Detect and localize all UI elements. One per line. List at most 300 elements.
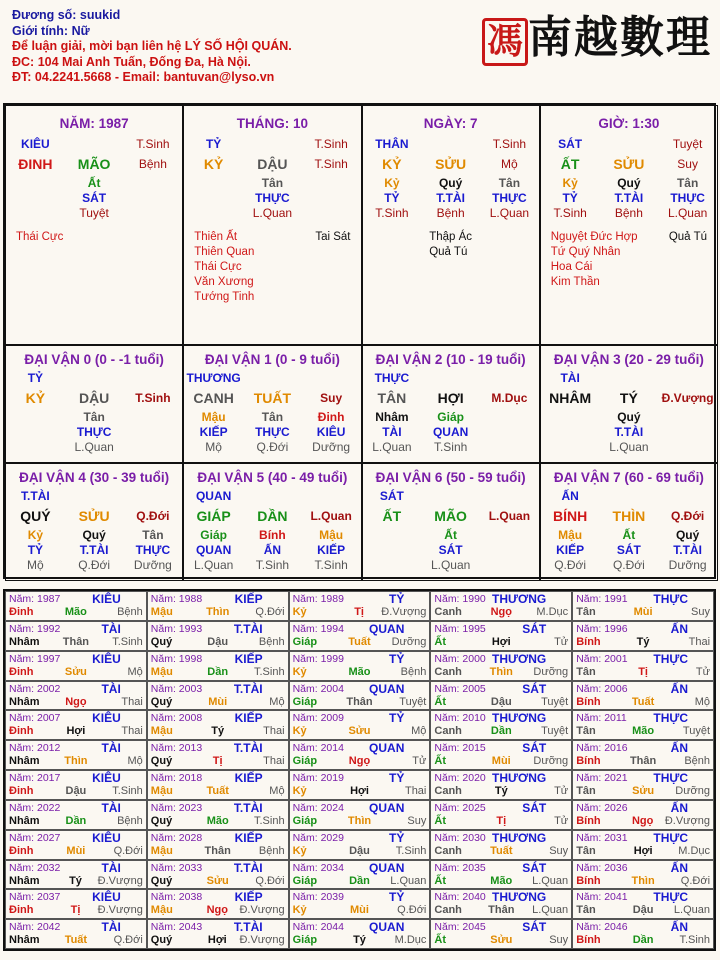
year-line1 <box>576 742 710 755</box>
spacer <box>302 489 360 504</box>
year-line1 <box>293 712 427 725</box>
hidden-cell <box>659 410 717 425</box>
year-stage: Mộ <box>694 695 711 708</box>
year-branch: Ngọ <box>490 606 512 618</box>
hidden-row <box>541 440 717 455</box>
earthly-branch: TÝ <box>619 390 638 406</box>
year-branch: Tị <box>496 814 507 827</box>
year-stem: Mậu <box>150 725 173 738</box>
year-cell <box>430 710 572 740</box>
year-stem: Nhâm <box>9 934 40 947</box>
ten-god: QUAN <box>369 860 405 875</box>
hidden-cell: Quý <box>675 528 700 542</box>
year-line2 <box>576 725 710 738</box>
year-label: Năm: 1987 <box>9 593 61 605</box>
hidden-cell: T.TÀI <box>614 191 644 205</box>
year-cell <box>572 770 714 800</box>
year-line1 <box>151 921 285 934</box>
year-label: Năm: 2036 <box>576 861 628 874</box>
year-branch: Mùi <box>350 904 369 917</box>
hidden-cell: Tân <box>261 410 284 424</box>
year-branch: Sửu <box>64 665 87 678</box>
ten-god: SÁT <box>379 489 404 503</box>
ten-god: TỶ <box>389 592 405 606</box>
ten-god: THỰC <box>374 371 410 385</box>
year-line1 <box>576 921 710 934</box>
hidden-row <box>363 558 539 573</box>
year-line1 <box>293 832 427 845</box>
year-stage: Mộ <box>127 755 143 768</box>
year-line1 <box>293 891 427 904</box>
hidden-cell: T.Sinh <box>375 206 409 220</box>
spacer <box>422 371 480 386</box>
year-stem: Tân <box>576 725 596 738</box>
hidden-cell <box>541 410 599 425</box>
year-cell <box>289 800 431 830</box>
hidden-cell: L.Quan <box>667 206 708 220</box>
year-branch: Tý <box>69 874 82 887</box>
year-label: Năm: 2032 <box>9 861 61 874</box>
year-branch: Mão <box>490 874 513 887</box>
year-line2 <box>434 875 568 888</box>
earthly-branch: SỬU <box>78 508 110 524</box>
year-branch: Thân <box>346 695 373 708</box>
year-cell <box>5 860 147 890</box>
hidden-cell: Kỷ <box>27 528 44 542</box>
year-stem: Bính <box>576 874 601 887</box>
hidden-row <box>541 176 717 191</box>
year-stage: Bệnh <box>117 606 143 618</box>
year-cell <box>147 800 289 830</box>
year-stage: Bệnh <box>258 844 285 857</box>
year-label: Năm: 2013 <box>150 742 203 755</box>
year-stage: Thai <box>121 695 143 708</box>
ten-god: TỶ <box>389 890 405 905</box>
star-name: Thái Cực <box>16 231 64 243</box>
year-line1 <box>151 891 285 904</box>
pillar-cell <box>183 105 361 345</box>
year-branch: Thân <box>204 844 231 857</box>
heavenly-stem: BÍNH <box>553 508 588 524</box>
year-branch: Tuất <box>206 785 229 797</box>
year-stage: Tuyệt <box>682 725 711 738</box>
year-line2 <box>434 636 568 649</box>
hidden-cell <box>480 425 538 440</box>
year-cell <box>5 770 147 800</box>
hidden-cell <box>541 440 599 455</box>
stem-branch-row <box>541 388 717 408</box>
year-cell <box>430 621 572 651</box>
ten-god: THÂN <box>375 137 409 151</box>
stem-branch-row <box>6 506 182 526</box>
stem-branch-row <box>363 388 539 408</box>
year-stem: Đinh <box>9 844 34 857</box>
stage: Tuyệt <box>672 137 703 151</box>
year-branch: Mùi <box>491 755 511 768</box>
year-label: Năm: 2045 <box>434 921 486 934</box>
year-stage: L.Quan <box>532 904 569 917</box>
year-cell <box>430 919 572 949</box>
year-label: Năm: 2028 <box>150 831 203 844</box>
year-stage: Đ.Vượng <box>664 814 710 827</box>
year-stage: Tử <box>554 785 569 797</box>
hidden-cell: THỰC <box>492 191 527 205</box>
year-stage: Đ.Vượng <box>97 904 143 917</box>
hidden-row <box>363 425 539 440</box>
stars-good <box>16 230 63 245</box>
star-row <box>363 137 539 152</box>
year-branch: Ngọ <box>65 695 87 708</box>
heavenly-stem: KỶ <box>203 156 224 172</box>
spacer <box>659 489 717 504</box>
year-stage: Mộ <box>269 785 285 797</box>
year-label: Năm: 2029 <box>292 831 344 844</box>
year-cell <box>5 800 147 830</box>
year-line2 <box>151 845 285 858</box>
year-line1 <box>151 683 285 696</box>
hidden-cell: Mậu <box>558 528 583 542</box>
year-line2 <box>293 606 427 619</box>
hidden-cell: Ất <box>87 176 101 190</box>
year-branch: Mão <box>64 606 87 618</box>
ten-god: KIẾP <box>234 711 263 726</box>
ten-god: THỰC <box>653 651 688 666</box>
year-cell <box>572 889 714 919</box>
year-label: Năm: 2016 <box>576 742 628 755</box>
hidden-cell: Kỷ <box>562 176 578 190</box>
year-cell <box>430 889 572 919</box>
hidden-cell: ẤN <box>263 543 282 557</box>
hidden-row <box>6 191 182 206</box>
year-cell <box>289 681 431 711</box>
spacer <box>65 137 123 152</box>
life-stage: L.Quan <box>488 509 531 523</box>
hidden-cell: SÁT <box>616 543 641 557</box>
year-line2 <box>151 666 285 679</box>
star-row <box>6 137 182 152</box>
hidden-cell: Dưỡng <box>668 558 707 572</box>
pillar-cell <box>362 105 540 345</box>
year-branch: Mùi <box>633 606 653 618</box>
ten-god: THƯƠNG <box>186 371 241 385</box>
year-line2 <box>9 904 143 917</box>
year-label: Năm: 2001 <box>576 652 628 665</box>
year-stage: Bệnh <box>117 814 143 827</box>
ten-god: THỰC <box>653 592 688 606</box>
ten-god: THƯƠNG <box>492 592 547 606</box>
hidden-cell: TỶ <box>384 191 400 205</box>
year-line2 <box>576 666 710 679</box>
year-stage: Dưỡng <box>533 755 569 768</box>
life-stage: T.Sinh <box>135 391 171 405</box>
hidden-row <box>363 191 539 206</box>
year-branch: Tý <box>494 785 508 797</box>
hidden-row <box>363 543 539 558</box>
hidden-row <box>363 528 539 543</box>
year-cell <box>430 651 572 681</box>
ten-god: SÁT <box>522 621 547 636</box>
year-stem: Bính <box>576 635 601 648</box>
year-stem: Nhâm <box>9 755 40 768</box>
year-cell <box>5 651 147 681</box>
year-stage: Thai <box>263 755 285 768</box>
year-label: Năm: 2019 <box>292 772 344 784</box>
hidden-cell: Tân <box>498 176 521 190</box>
year-line2 <box>434 815 568 828</box>
dai-van-title: ĐẠI VẬN 7 (60 - 69 tuổi) <box>553 470 704 485</box>
ten-god: KIẾP <box>234 890 263 905</box>
hidden-cell: Tân <box>83 410 105 424</box>
hidden-cell <box>363 528 421 543</box>
year-branch: Dần <box>65 814 87 827</box>
year-stem: Ất <box>434 934 446 947</box>
header <box>12 8 292 86</box>
stars-bad <box>315 230 350 305</box>
year-branch: Tý <box>353 934 366 947</box>
year-line1 <box>9 862 143 875</box>
pillar-title: NGÀY: 7 <box>423 116 478 131</box>
year-line1 <box>9 742 143 755</box>
year-label: Năm: 2041 <box>576 891 628 904</box>
pillar-title: NĂM: 1987 <box>59 116 129 131</box>
year-stage: Dưỡng <box>533 665 569 678</box>
earthly-branch: DẦN <box>257 508 288 524</box>
hidden-cell: KIẾP <box>317 543 346 557</box>
year-stage: T.Sinh <box>254 814 285 827</box>
year-line2 <box>293 725 427 738</box>
year-stem: Canh <box>434 844 462 857</box>
ten-god: TÀI <box>101 681 121 696</box>
year-stem: Kỷ <box>292 725 307 738</box>
ten-god: TÀI <box>101 920 121 935</box>
year-line2 <box>9 636 143 649</box>
year-stage: Suy <box>549 844 569 857</box>
year-stage: Tuyệt <box>541 695 569 708</box>
year-label: Năm: 1996 <box>576 622 628 635</box>
year-stem: Đinh <box>9 665 34 678</box>
year-line2 <box>9 934 143 947</box>
special-stars <box>184 230 360 305</box>
year-stem: Giáp <box>292 874 318 887</box>
hidden-cell: Kỷ <box>384 176 400 190</box>
year-stem: Canh <box>434 904 462 917</box>
year-stage: Thai <box>121 725 143 738</box>
year-line1 <box>576 772 710 785</box>
ten-god: THỰC <box>653 890 688 905</box>
year-cell <box>147 651 289 681</box>
year-line1 <box>576 832 710 845</box>
heavenly-stem: ẤT <box>560 156 580 172</box>
ten-god: SÁT <box>522 920 547 935</box>
hidden-cell: L.Quan <box>193 558 234 572</box>
year-branch: Thìn <box>64 755 88 768</box>
year-cell <box>147 710 289 740</box>
ten-god: ẤN <box>670 681 688 696</box>
star-name: Quả Tú <box>668 231 707 243</box>
year-cell <box>5 919 147 949</box>
hidden-cell <box>659 440 717 455</box>
year-line1 <box>293 742 427 755</box>
hidden-cell: THỰC <box>670 191 705 205</box>
hidden-cell: L.Quan <box>372 440 412 454</box>
year-line1 <box>434 921 568 934</box>
year-stem: Quý <box>150 814 173 827</box>
year-stem: Giáp <box>292 635 318 648</box>
phone-email: ĐT: 04.2241.5668 - Email: bantuvan@lyso.vn <box>12 70 275 84</box>
year-stem: Giáp <box>292 934 318 947</box>
hidden-cell: Quý <box>617 176 641 190</box>
year-stem: Giáp <box>292 755 318 768</box>
year-stem: Bính <box>576 695 601 708</box>
hidden-cell: QUAN <box>195 543 232 557</box>
year-stage: Tử <box>412 755 427 768</box>
hidden-cell: T.TÀI <box>79 543 109 557</box>
ten-god: KIÊU <box>92 830 121 845</box>
hidden-cell: T.Sinh <box>553 206 587 220</box>
spacer <box>600 137 658 152</box>
year-label: Năm: 2037 <box>9 891 61 904</box>
hidden-cell: Giáp <box>200 528 227 542</box>
year-cell <box>5 830 147 860</box>
stars-good <box>194 230 254 305</box>
star-name: Nguyệt Đức Hợp <box>550 231 638 243</box>
hidden-cell: Ất <box>622 528 636 542</box>
year-cell <box>147 919 289 949</box>
stars-bad <box>669 230 707 290</box>
stem-branch-row <box>6 388 182 408</box>
year-stem: Mậu <box>150 665 173 678</box>
year-label: Năm: 2043 <box>150 921 203 934</box>
hidden-cell <box>659 425 717 440</box>
year-line2 <box>576 755 710 768</box>
hidden-row <box>184 558 360 573</box>
year-line1 <box>434 653 568 666</box>
hidden-row <box>363 440 539 455</box>
hidden-cell: Tân <box>142 528 164 542</box>
hidden-cell: Mộ <box>205 440 222 454</box>
spacer <box>302 206 360 221</box>
year-line1 <box>434 623 568 636</box>
year-stage: T.Sinh <box>112 785 143 797</box>
life-stage: Q.Đới <box>671 509 705 523</box>
year-label: Năm: 2012 <box>9 742 61 755</box>
year-label: Năm: 1989 <box>292 593 344 605</box>
hidden-row <box>541 558 717 573</box>
year-label: Năm: 2031 <box>576 831 628 844</box>
year-line1 <box>576 712 710 725</box>
stem-branch-row <box>363 154 539 174</box>
hidden-cell: L.Quan <box>609 440 649 454</box>
year-line1 <box>293 921 427 934</box>
year-cell <box>147 889 289 919</box>
year-stage: Tuyệt <box>541 725 569 738</box>
year-stage: Suy <box>691 606 711 618</box>
spacer <box>302 176 360 191</box>
year-label: Năm: 2000 <box>434 652 486 665</box>
year-branch: Tý <box>211 725 225 738</box>
year-line1 <box>9 712 143 725</box>
ten-god: THỰC <box>653 771 688 785</box>
ten-god: KIÊU <box>92 771 121 785</box>
year-branch: Dậu <box>65 785 87 797</box>
ten-god: THƯƠNG <box>492 890 547 905</box>
year-cell <box>572 830 714 860</box>
year-label: Năm: 2003 <box>150 682 203 695</box>
life-stage: T.Sinh <box>314 157 348 171</box>
ten-god: THƯƠNG <box>492 651 547 666</box>
year-branch: Dậu <box>207 635 229 648</box>
year-stem: Nhâm <box>9 874 40 887</box>
spacer <box>480 371 538 386</box>
year-stem: Kỷ <box>292 665 307 678</box>
dai-van-cell <box>183 345 361 463</box>
life-stage: Đ.Vượng <box>661 391 714 405</box>
year-branch: Dậu <box>490 695 512 708</box>
hidden-row <box>184 543 360 558</box>
year-stage: Q.Đới <box>680 874 711 887</box>
year-line1 <box>151 772 285 785</box>
year-line2 <box>434 845 568 858</box>
hidden-row <box>541 191 717 206</box>
spacer <box>243 371 301 386</box>
hidden-row <box>184 528 360 543</box>
ten-god: ẤN <box>670 800 688 815</box>
year-stage: Dưỡng <box>391 635 427 648</box>
year-line2 <box>576 815 710 828</box>
year-label: Năm: 2002 <box>9 682 61 695</box>
year-branch: Tý <box>636 635 650 648</box>
year-line2 <box>576 785 710 798</box>
star-name: Tai Sát <box>315 231 351 243</box>
star-name: Hoa Cái <box>550 261 593 273</box>
year-stage: Q.Đới <box>113 934 143 947</box>
ten-god: TỶ <box>205 137 222 151</box>
year-label: Năm: 1993 <box>150 622 203 635</box>
year-cell <box>147 770 289 800</box>
year-line2 <box>151 696 285 709</box>
heavenly-stem: GIÁP <box>196 508 231 524</box>
year-line1 <box>9 802 143 815</box>
hidden-cell: Q.Đới <box>78 558 111 572</box>
year-line2 <box>293 904 427 917</box>
ten-god: KIÊU <box>92 890 121 905</box>
year-branch: Thìn <box>347 814 372 827</box>
hidden-cell: TÀI <box>382 425 402 439</box>
stars-good <box>551 230 638 290</box>
year-label: Năm: 2023 <box>150 801 203 814</box>
year-line1 <box>151 862 285 875</box>
hidden-row <box>6 176 182 191</box>
year-label: Năm: 1992 <box>9 622 61 635</box>
hidden-cell: L.Quan <box>430 558 471 572</box>
dai-van-title: ĐẠI VẬN 6 (50 - 59 tuổi) <box>375 470 526 485</box>
year-stem: Kỷ <box>292 606 307 618</box>
year-cell <box>430 740 572 770</box>
heavenly-stem: TÂN <box>377 390 407 406</box>
dai-van-title: ĐẠI VẬN 0 (0 - -1 tuổi) <box>24 352 164 367</box>
year-stem: Nhâm <box>9 695 40 708</box>
year-branch: Mùi <box>208 695 228 708</box>
hidden-cell: Dưỡng <box>312 440 351 454</box>
hidden-cell <box>480 558 538 573</box>
year-branch: Dậu <box>349 844 370 857</box>
year-cell <box>5 681 147 711</box>
special-stars <box>6 230 182 245</box>
year-label: Năm: 2018 <box>150 772 203 784</box>
life-stage: Mộ <box>501 157 518 171</box>
hidden-cell: Nhâm <box>375 410 409 424</box>
year-label: Năm: 2020 <box>434 772 486 784</box>
